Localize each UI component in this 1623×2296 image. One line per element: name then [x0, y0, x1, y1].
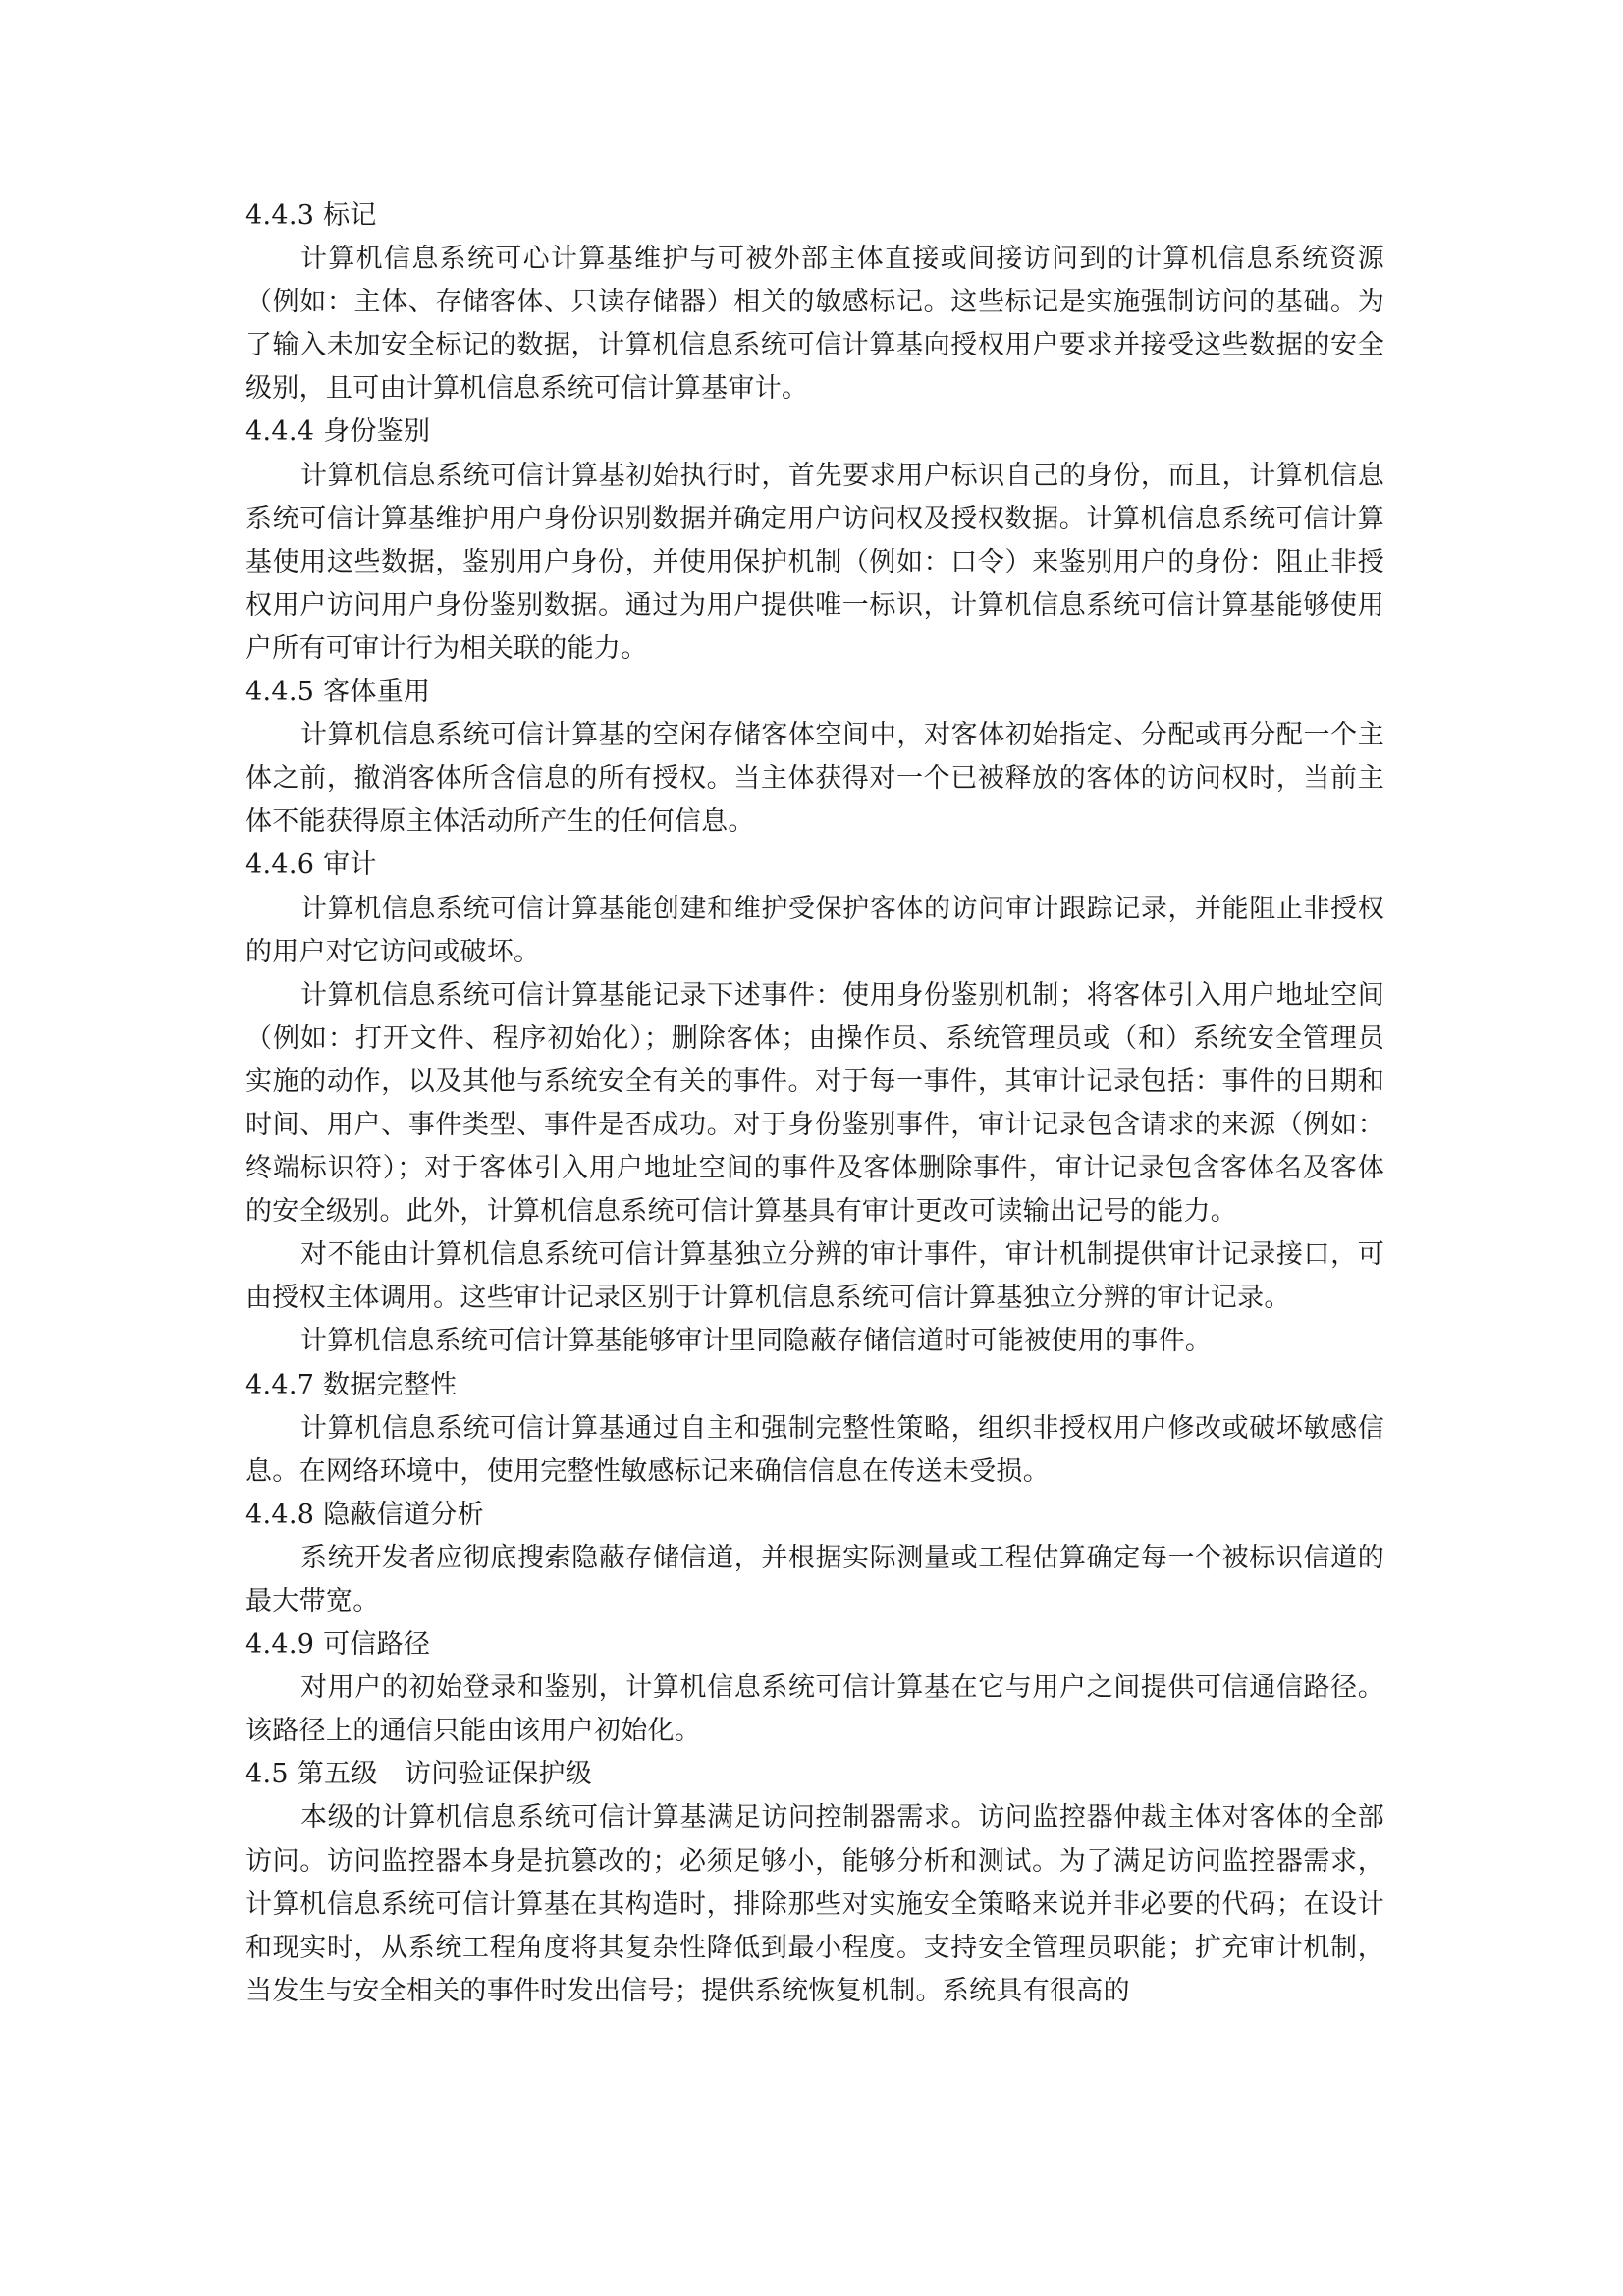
paragraph: 系统开发者应彻底搜索隐蔽存储信道，并根据实际测量或工程估算确定每一个被标识信道的最大带宽。 [245, 1542, 1384, 1616]
section-heading: 4.4.6 审计 [245, 849, 377, 881]
section-heading: 4.4.8 隐蔽信道分析 [245, 1499, 484, 1530]
document-page [245, 194, 1384, 2013]
section-4-4-7 [245, 1364, 1384, 1494]
section-4-4-9 [245, 1623, 1384, 1753]
section-heading: 4.4.5 客体重用 [245, 677, 431, 708]
paragraph: 计算机信息系统可信计算基初始执行时，首先要求用户标识自己的身份，而且，计算机信息系统可信计算基维护用户身份识别数据并确定用户访问权及授权数据。计算机信息系统可信计算基使用这些数据，鉴别用户身份，并使用保护机制（例如：口令）来鉴别用户的身份：阻止非授权用户访问用户身份鉴别数据。通过为用户提供唯一标识，计算机信息系统可信计算基能够使用户所有可审计行为相关联的能力。 [245, 460, 1384, 664]
section-heading: 4.4.4 身份鉴别 [245, 416, 431, 448]
section-4-4-6 [245, 844, 1384, 1363]
section-4-4-5 [245, 671, 1384, 844]
paragraph: 计算机信息系统可心计算基维护与可被外部主体直接或间接访问到的计算机信息系统资源（例如：主体、存储客体、只读存储器）相关的敏感标记。这些标记是实施强制访问的基础。为了输入未加安全标记的数据，计算机信息系统可信计算基向授权用户要求并接受这些数据的安全级别，且可由计算机信息系统可信计算基审计。 [245, 244, 1384, 405]
paragraph: 计算机信息系统可信计算基通过自主和强制完整性策略，组织非授权用户修改或破坏敏感信息。在网络环境中，使用完整性敏感标记来确信信息在传送未受损。 [245, 1412, 1384, 1487]
section-heading: 4.4.3 标记 [245, 200, 377, 231]
section-4-4-8 [245, 1494, 1384, 1623]
paragraph: 本级的计算机信息系统可信计算基满足访问控制器需求。访问监控器仲裁主体对客体的全部访问。访问监控器本身是抗篡改的；必须足够小，能够分析和测试。为了满足访问监控器需求，计算机信息系统可信计算基在其构造时，排除那些对实施安全策略来说并非必要的代码；在设计和现实时，从系统工程角度将其复杂性降低到最小程度。支持安全管理员职能；扩充审计机制，当发生与安全相关的事件时发出信号；提供系统恢复机制。系统具有很高的 [245, 1802, 1384, 2006]
paragraph: 计算机信息系统可信计算基能记录下述事件：使用身份鉴别机制；将客体引入用户地址空间（例如：打开文件、程序初始化）；删除客体；由操作员、系统管理员或（和）系统安全管理员实施的动作，以及其他与系统安全有关的事件。对于每一事件，其审计记录包括：事件的日期和时间、用户、事件类型、事件是否成功。对于身份鉴别事件，审计记录包含请求的来源（例如：终端标识符）；对于客体引入用户地址空间的事件及客体删除事件，审计记录包含客体名及客体的安全级别。此外，计算机信息系统可信计算基具有审计更改可读输出记号的能力。 [245, 979, 1384, 1228]
section-heading: 4.4.9 可信路径 [245, 1629, 431, 1661]
paragraph: 对不能由计算机信息系统可信计算基独立分辨的审计事件，审计机制提供审计记录接口，可由授权主体调用。这些审计记录区别于计算机信息系统可信计算基独立分辨的审计记录。 [245, 1239, 1384, 1314]
section-4-5 [245, 1753, 1384, 2013]
section-4-4-3 [245, 194, 1384, 410]
paragraph: 计算机信息系统可信计算基的空闲存储客体空间中，对客体初始指定、分配或再分配一个主体之前，撤消客体所含信息的所有授权。当主体获得对一个已被释放的客体的访问权时，当前主体不能获得原主体活动所产生的任何信息。 [245, 720, 1384, 838]
section-heading: 4.5 第五级 访问验证保护级 [245, 1759, 593, 1790]
paragraph: 计算机信息系统可信计算基能够审计里同隐蔽存储信道时可能被使用的事件。 [300, 1326, 1213, 1357]
section-4-4-4 [245, 410, 1384, 671]
section-heading: 4.4.7 数据完整性 [245, 1369, 458, 1400]
paragraph: 计算机信息系统可信计算基能创建和维护受保护客体的访问审计跟踪记录，并能阻止非授权的用户对它访问或破坏。 [245, 893, 1384, 967]
paragraph: 对用户的初始登录和鉴别，计算机信息系统可信计算基在它与用户之间提供可信通信路径。该路径上的通信只能由该用户初始化。 [245, 1672, 1384, 1747]
